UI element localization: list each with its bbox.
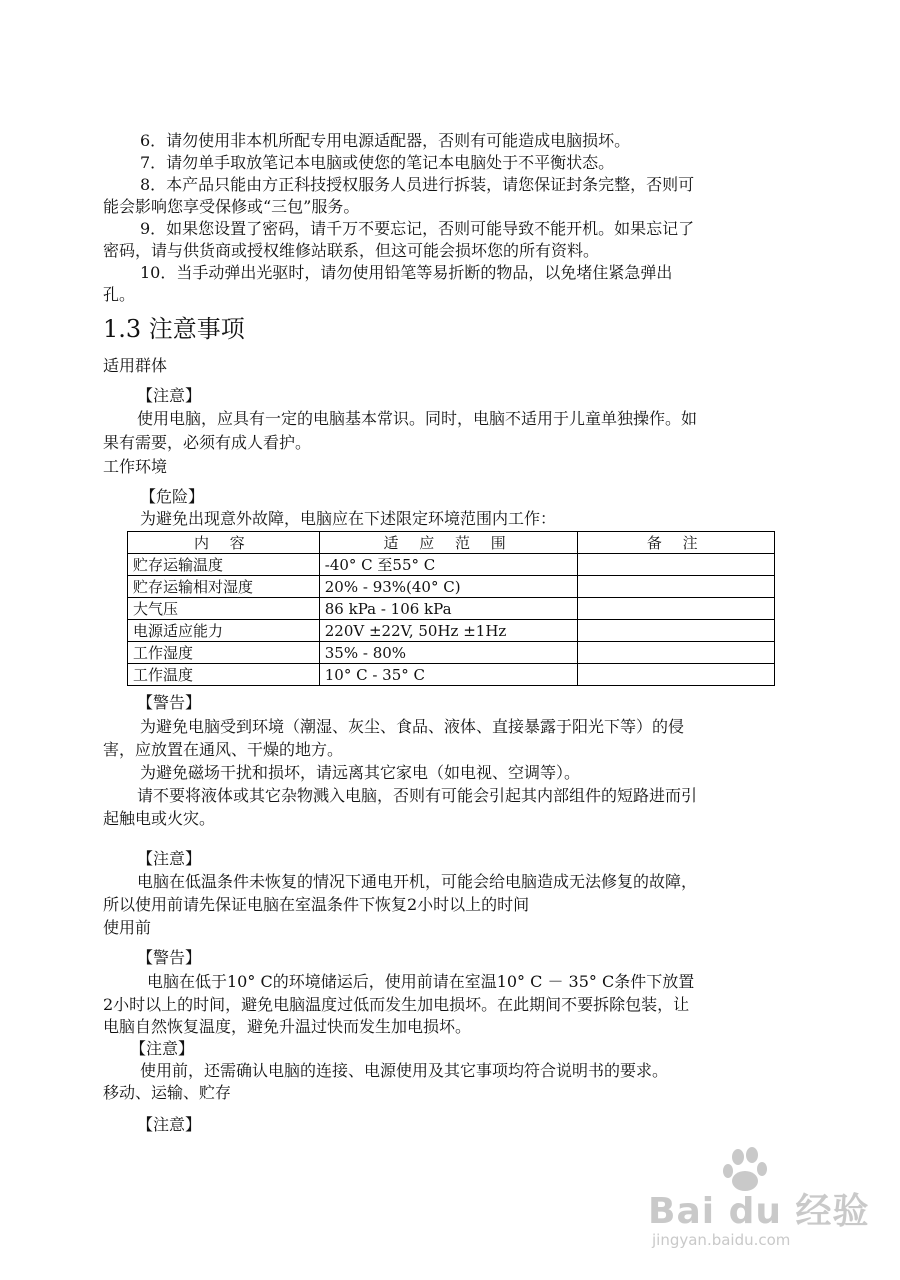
paragraph-line: 果有需要，必须有成人看护。 [103,433,312,452]
paragraph-line: 请不要将液体或其它杂物溅入电脑，否则有可能会引起其内部组件的短路进而引 [137,786,698,805]
note-tag: 【注意】 [137,386,202,405]
paragraph-line: 电脑在低温条件未恢复的情况下通电开机，可能会给电脑造成无法修复的故障， [137,872,698,891]
subsection-title-environment: 工作环境 [103,457,168,476]
paragraph-line: 使用前，还需确认电脑的连接、电源使用及其它事项均符合说明书的要求。 [140,1061,669,1080]
safety-item-8-cont: 能会影响您享受保修或“三包”服务。 [103,197,360,216]
watermark-brand: Bai du 经验 [648,1191,870,1232]
table-cell: 电源适应能力 [128,620,320,642]
paragraph-line: 使用电脑，应具有一定的电脑基本常识。同时，电脑不适用于儿童单独操作。如 [137,409,698,428]
table-cell: 35% - 80% [319,642,578,664]
safety-item-6: 6．请勿使用非本机所配专用电源适配器，否则有可能造成电脑损坏。 [140,131,631,150]
safety-item-10: 10．当手动弹出光驱时，请勿使用铅笔等易折断的物品，以免堵住紧急弹出 [140,263,673,282]
table-row [128,598,775,620]
column-header: 内 容 [128,532,320,554]
environment-table [127,531,775,686]
safety-item-9: 9．如果您设置了密码，请千万不要忘记，否则可能导致不能开机。如果忘记了 [140,219,695,238]
table-cell: 工作湿度 [128,642,320,664]
paragraph-line: 为避免电脑受到环境（潮湿、灰尘、食品、液体、直接暴露于阳光下等）的侵 [140,717,685,736]
table-cell: -40° C 至55° C [319,554,578,576]
warning-tag: 【警告】 [137,693,202,712]
warning-tag: 【警告】 [137,948,202,967]
table-row [128,576,775,598]
table-cell [578,664,775,686]
paragraph-line: 电脑自然恢复温度，避免升温过快而发生加电损坏。 [103,1017,472,1036]
table-cell: 86 kPa - 106 kPa [319,598,578,620]
table-cell: 贮存运输相对湿度 [128,576,320,598]
table-header-row [128,532,775,554]
safety-item-8: 8．本产品只能由方正科技授权服务人员进行拆装，请您保证封条完整，否则可 [140,175,695,194]
note-tag: 【注意】 [130,1039,195,1058]
table-cell: 10° C - 35° C [319,664,578,686]
column-header: 适 应 范 围 [319,532,578,554]
table-cell [578,620,775,642]
note-tag: 【注意】 [137,849,202,868]
safety-item-9-cont: 密码，请与供货商或授权维修站联系，但这可能会损坏您的所有资料。 [103,241,600,260]
table-cell: 工作温度 [128,664,320,686]
subsection-title-audience: 适用群体 [103,356,168,375]
paragraph-line: 为避免出现意外故障，电脑应在下述限定环境范围内工作： [140,509,557,528]
table-cell: 大气压 [128,598,320,620]
note-tag: 【注意】 [137,1115,202,1134]
table-row [128,620,775,642]
safety-item-7: 7．请勿单手取放笔记本电脑或使您的笔记本电脑处于不平衡状态。 [140,153,615,172]
table-cell: 贮存运输温度 [128,554,320,576]
subsection-title-transport: 移动、运输、贮存 [103,1083,232,1102]
paragraph-line: 害，应放置在通风、干燥的地方。 [103,740,344,759]
table-cell [578,554,775,576]
paragraph-line: 起触电或火灾。 [103,809,216,828]
baidu-watermark [648,1145,870,1265]
danger-tag: 【危险】 [140,487,205,506]
table-cell [578,642,775,664]
safety-item-10-cont: 孔。 [103,285,136,304]
paragraph-line: 电脑在低于10° C的环境储运后，使用前请在室温10° C － 35° C条件下放置 [147,972,695,991]
table-cell [578,598,775,620]
subsection-title-before-use: 使用前 [103,918,152,937]
table-cell: 220V ±22V, 50Hz ±1Hz [319,620,578,642]
watermark-url: jingyan.baidu.com [652,1231,791,1249]
table-row [128,664,775,686]
paragraph-line: 2小时以上的时间，避免电脑温度过低而发生加电损坏。在此期间不要拆除包装，让 [103,995,690,1014]
table-cell: 20% - 93%(40° C) [319,576,578,598]
paragraph-line: 为避免磁场干扰和损坏，请远离其它家电（如电视、空调等）。 [140,763,581,782]
table-row [128,642,775,664]
table-cell [578,576,775,598]
section-title: 1.3 注意事项 [103,315,245,343]
table-row [128,554,775,576]
column-header: 备 注 [578,532,775,554]
paragraph-line: 所以使用前请先保证电脑在室温条件下恢复2小时以上的时间 [103,895,530,914]
